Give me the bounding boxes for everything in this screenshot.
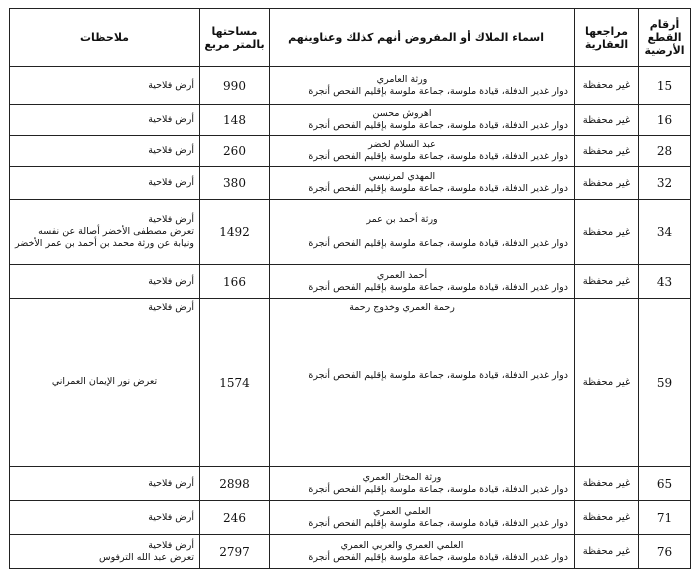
notes-cell: [10, 105, 200, 136]
area-value: 2898: [200, 467, 270, 501]
table-row: [10, 265, 691, 299]
area-value: 148: [200, 105, 270, 136]
owner-name: العلمي العمري والعربي العمري: [340, 539, 464, 551]
note-line: أرض فلاحية: [148, 302, 194, 313]
note-line: أرض فلاحية: [148, 477, 194, 489]
parcel-number: 43: [639, 265, 691, 299]
note-line: أرض فلاحية: [148, 539, 194, 551]
area-value: 2797: [200, 535, 270, 569]
area-value: 990: [200, 67, 270, 105]
table-row: [10, 501, 691, 535]
header-owners: اسماء الملاك أو المفروض أنهم كذلك وعناوينهم: [270, 9, 575, 67]
note-line: تعرض مصطفى الأخضر أصالة عن نفسه ونيابة عن ورثة محمد بن أحمد بن عمر الأخضر: [15, 226, 194, 249]
owner-address: دوار غدير الدفلة، قيادة ملوسة، جماعة ملوسة بإقليم الفحص أنجرة: [308, 370, 568, 381]
table-row: [10, 467, 691, 501]
parcel-number: 15: [639, 67, 691, 105]
note-line: أرض فلاحية: [148, 214, 194, 225]
notes-cell: [10, 535, 200, 569]
note-line: أرض فلاحية: [148, 145, 194, 156]
notes-cell: [10, 167, 200, 200]
owner-cell: [270, 67, 575, 105]
parcel-number: 34: [639, 200, 691, 265]
area-value: 260: [200, 136, 270, 167]
owner-name: اهروش محسن: [372, 108, 432, 119]
notes-cell: [10, 67, 200, 105]
parcel-number: 16: [639, 105, 691, 136]
owner-cell: [270, 535, 575, 569]
land-ref: غير محفظة: [575, 501, 639, 535]
owner-cell: [270, 200, 575, 265]
area-value: 246: [200, 501, 270, 535]
land-ref: غير محفظة: [575, 299, 639, 467]
notes-cell: [10, 501, 200, 535]
land-ref: غير محفظة: [575, 105, 639, 136]
owner-cell: [270, 299, 575, 467]
owner-address: دوار غدير الدفلة، قيادة ملوسة، جماعة ملوسة بإقليم الفحص أنجرة: [308, 183, 568, 194]
area-value: 1492: [200, 200, 270, 265]
note-line: أرض فلاحية: [148, 177, 194, 188]
owner-cell: [270, 467, 575, 501]
owner-address: دوار غدير الدفلة، قيادة ملوسة، جماعة ملوسة بإقليم الفحص أنجرة: [308, 281, 568, 293]
land-ref: غير محفظة: [575, 467, 639, 501]
note-line: أرض فلاحية: [148, 79, 194, 91]
land-ref: غير محفظة: [575, 136, 639, 167]
parcel-number: 59: [639, 299, 691, 467]
table-row: [10, 105, 691, 136]
header-notes: ملاحظات: [10, 9, 200, 67]
owner-name: العلمي العمري: [373, 505, 431, 517]
notes-cell: [10, 200, 200, 265]
owner-name: ورثة أحمد بن عمر: [366, 214, 438, 225]
note-line: أرض فلاحية: [148, 275, 194, 287]
land-ref: غير محفظة: [575, 167, 639, 200]
owner-name: رحمة العمري وخدوج رحمة: [349, 302, 455, 313]
notes-cell: [10, 265, 200, 299]
area-value: 1574: [200, 299, 270, 467]
parcel-number: 65: [639, 467, 691, 501]
table-row: [10, 299, 691, 467]
table-row: [10, 200, 691, 265]
note-line: أرض فلاحية: [148, 114, 194, 125]
land-ref: غير محفظة: [575, 535, 639, 569]
owner-address: دوار غدير الدفلة، قيادة ملوسة، جماعة ملوسة بإقليم الفحص أنجرة: [308, 238, 568, 249]
owner-cell: [270, 105, 575, 136]
owner-address: دوار غدير الدفلة، قيادة ملوسة، جماعة ملوسة بإقليم الفحص أنجرة: [308, 85, 568, 97]
land-ref: غير محفظة: [575, 265, 639, 299]
table-row: [10, 167, 691, 200]
owner-cell: [270, 167, 575, 200]
parcel-number: 76: [639, 535, 691, 569]
table-row: [10, 535, 691, 569]
owner-name: عبد السلام لخضر: [368, 139, 436, 150]
owner-address: دوار غدير الدفلة، قيادة ملوسة، جماعة ملوسة بإقليم الفحص أنجرة: [308, 551, 568, 563]
land-ref: غير محفظة: [575, 200, 639, 265]
owner-cell: [270, 501, 575, 535]
owner-cell: [270, 136, 575, 167]
notes-cell: [10, 299, 200, 467]
parcel-number: 28: [639, 136, 691, 167]
parcel-number: 32: [639, 167, 691, 200]
owner-address: دوار غدير الدفلة، قيادة ملوسة، جماعة ملوسة بإقليم الفحص أنجرة: [308, 483, 568, 495]
area-value: 380: [200, 167, 270, 200]
header-row: [10, 9, 691, 67]
owner-cell: [270, 265, 575, 299]
parcel-number: 71: [639, 501, 691, 535]
note-line: تعرض نور الإيمان العمراني: [51, 376, 158, 387]
notes-cell: [10, 136, 200, 167]
notes-cell: [10, 467, 200, 501]
header-land-refs: مراجعها العقارية: [575, 9, 639, 67]
header-area: مساحتها بالمتر مربع: [200, 9, 270, 67]
area-value: 166: [200, 265, 270, 299]
table-row: [10, 136, 691, 167]
owner-address: دوار غدير الدفلة، قيادة ملوسة، جماعة ملوسة بإقليم الفحص أنجرة: [308, 120, 568, 131]
table-row: [10, 67, 691, 105]
note-line: أرض فلاحية: [148, 511, 194, 523]
header-parcel-numbers: أرقام القطع الأرضية: [639, 9, 691, 67]
owner-name: أحمد العمري: [376, 269, 428, 281]
owner-address: دوار غدير الدفلة، قيادة ملوسة، جماعة ملوسة بإقليم الفحص أنجرة: [308, 517, 568, 529]
parcels-table: [9, 8, 691, 569]
owner-address: دوار غدير الدفلة، قيادة ملوسة، جماعة ملوسة بإقليم الفحص أنجرة: [308, 151, 568, 162]
owner-name: ورثة المختار العمري: [362, 471, 442, 483]
note-line: تعرض عبد الله الترفوس: [99, 551, 194, 563]
land-parcels-document: [9, 8, 691, 569]
land-ref: غير محفظة: [575, 67, 639, 105]
owner-name: المهدي لمرنيسي: [368, 171, 436, 182]
owner-name: ورثة العامري: [376, 73, 428, 85]
